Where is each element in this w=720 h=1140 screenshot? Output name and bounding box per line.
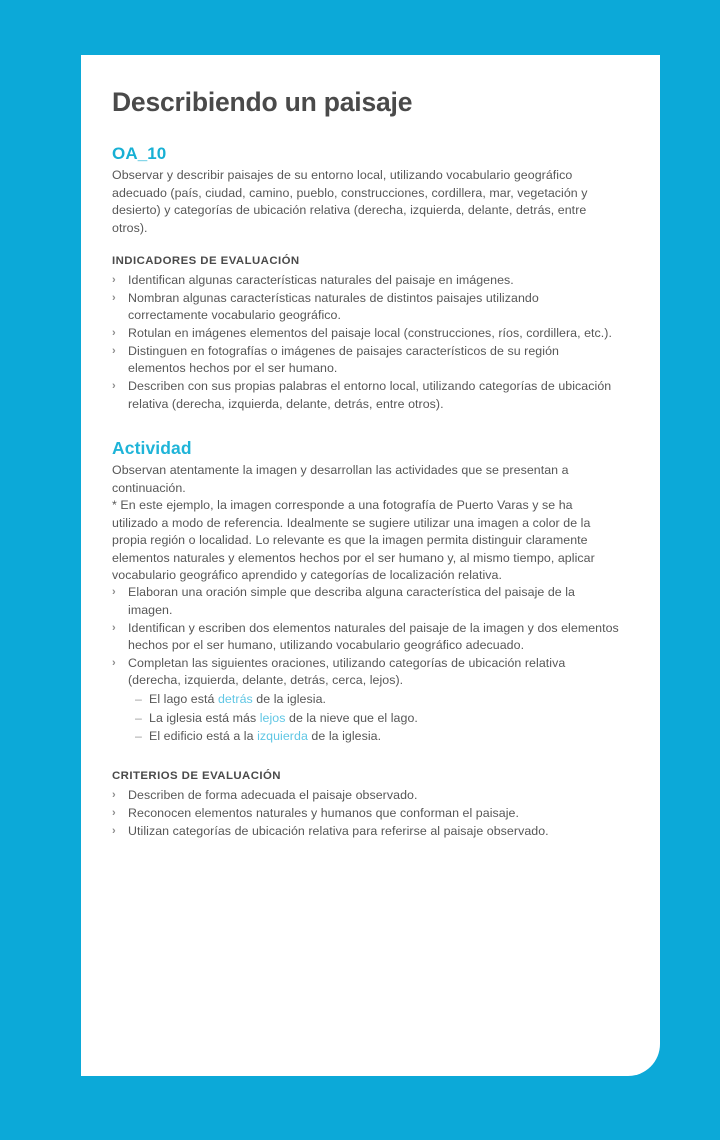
actividad-list: [112, 584, 620, 689]
list-item-label: Utilizan categorías de ubicación relativa para referirse al paisaje observado.: [128, 824, 549, 839]
list-item: [112, 620, 620, 655]
sentence-before: El edificio está a la: [149, 729, 258, 744]
sentence-highlight: izquierda: [257, 729, 308, 744]
criterios-heading: CRITERIOS DE EVALUACIÓN: [112, 770, 281, 783]
sentence-before: La iglesia está más: [149, 710, 260, 725]
dash-icon: –: [135, 729, 142, 744]
chevron-right-icon: ›: [112, 380, 116, 393]
chevron-right-icon: ›: [112, 825, 116, 838]
list-item: [112, 290, 620, 325]
list-item-label: Describen de forma adecuada el paisaje observado.: [128, 788, 418, 803]
list-item-label: Identifican y escriben dos elementos naturales del paisaje de la imagen y dos elementos hechos por el ser humano, utilizando vocabulario geográfico adecuado.: [128, 620, 619, 653]
list-item-label: Reconocen elementos naturales y humanos que conforman el paisaje.: [128, 806, 519, 821]
list-item-label: Elaboran una oración simple que describa alguna característica del paisaje de la imagen.: [128, 585, 576, 617]
chevron-right-icon: ›: [112, 789, 116, 802]
list-item-label: Distinguen en fotografías o imágenes de paisajes característicos de su región elementos hechos por el ser humano.: [128, 343, 559, 376]
chevron-right-icon: ›: [112, 807, 116, 820]
sentence-after: de la iglesia.: [307, 729, 382, 744]
page-title: Describiendo un paisaje: [112, 87, 413, 117]
list-item: [112, 823, 620, 840]
sentence-after: de la nieve que el lago.: [285, 710, 418, 725]
chevron-right-icon: ›: [112, 273, 116, 286]
chevron-right-icon: ›: [112, 586, 116, 599]
list-item: [112, 584, 620, 619]
criterios-section: [112, 769, 620, 840]
list-item-label: Identifican algunas características naturales del paisaje en imágenes.: [128, 272, 514, 287]
sentence-highlight: detrás: [217, 692, 253, 707]
criterios-list: [112, 787, 620, 840]
chevron-right-icon: ›: [112, 291, 116, 304]
sentence-item: [135, 727, 620, 745]
sentence-item: [135, 690, 620, 708]
chevron-right-icon: ›: [112, 344, 116, 357]
chevron-right-icon: ›: [112, 656, 116, 669]
indicadores-list: [112, 272, 620, 413]
sentence-after: de la iglesia.: [252, 692, 327, 707]
actividad-section: [112, 438, 620, 746]
list-item-label: Describen con sus propias palabras el entorno local, utilizando categorías de ubicación relativa (derecha, izquierda, delante, detrás, entre otros).: [128, 379, 612, 411]
actividad-intro: Observan atentamente la imagen y desarrollan las actividades que se presentan a continuación.: [112, 463, 569, 495]
list-item: [112, 378, 620, 413]
page-sheet: [81, 55, 660, 1076]
list-item-label: Nombran algunas características naturales de distintos paisajes utilizando correctamente vocabulario geográfico.: [128, 290, 539, 323]
oa-description: Observar y describir paisajes de su entorno local, utilizando vocabulario geográfico adecuado (país, ciudad, camino, pueblo, construcciones, cordillera, mar, vegetación y desierto) y categorías de ubicación relativa (derecha, izquierda, delante, detrás, entre otros).: [112, 168, 588, 235]
actividad-note: * En este ejemplo, la imagen corresponde a una fotografía de Puerto Varas y se ha utilizado a modo de referencia. Idealmente se sugiere utilizar una imagen a color de la propia región o localidad. Lo relevante es que la imagen permita distinguir claramente elementos naturales y elementos hechos por el ser humano y, al mismo tiempo, aplicar vocabulario geográfico aprendido y categorías de localización relativa.: [112, 498, 595, 582]
sentence-highlight: lejos: [259, 710, 286, 725]
indicadores-section: [112, 254, 620, 413]
indicadores-heading: INDICADORES DE EVALUACIÓN: [112, 255, 300, 268]
list-item: [112, 343, 620, 378]
sentence-item: [135, 709, 620, 727]
oa-code: OA_10: [112, 144, 167, 164]
list-item-label: Completan las siguientes oraciones, utilizando categorías de ubicación relativa (derecha, izquierda, delante, detrás, cerca, lejos).: [128, 655, 566, 688]
page-content: [81, 55, 660, 841]
list-item: [112, 805, 620, 822]
oa-section: [112, 143, 620, 237]
chevron-right-icon: ›: [112, 327, 116, 340]
list-item-label: Rotulan en imágenes elementos del paisaje local (construcciones, ríos, cordillera, etc.).: [128, 326, 612, 341]
actividad-sentences: [112, 690, 620, 745]
list-item: [112, 272, 620, 289]
dash-icon: –: [135, 710, 142, 725]
list-item: [112, 787, 620, 804]
sentence-before: El lago está: [149, 692, 218, 707]
list-item: [112, 655, 620, 690]
actividad-heading: Actividad: [112, 437, 192, 458]
dash-icon: –: [135, 692, 142, 707]
list-item: [112, 325, 620, 342]
chevron-right-icon: ›: [112, 621, 116, 634]
